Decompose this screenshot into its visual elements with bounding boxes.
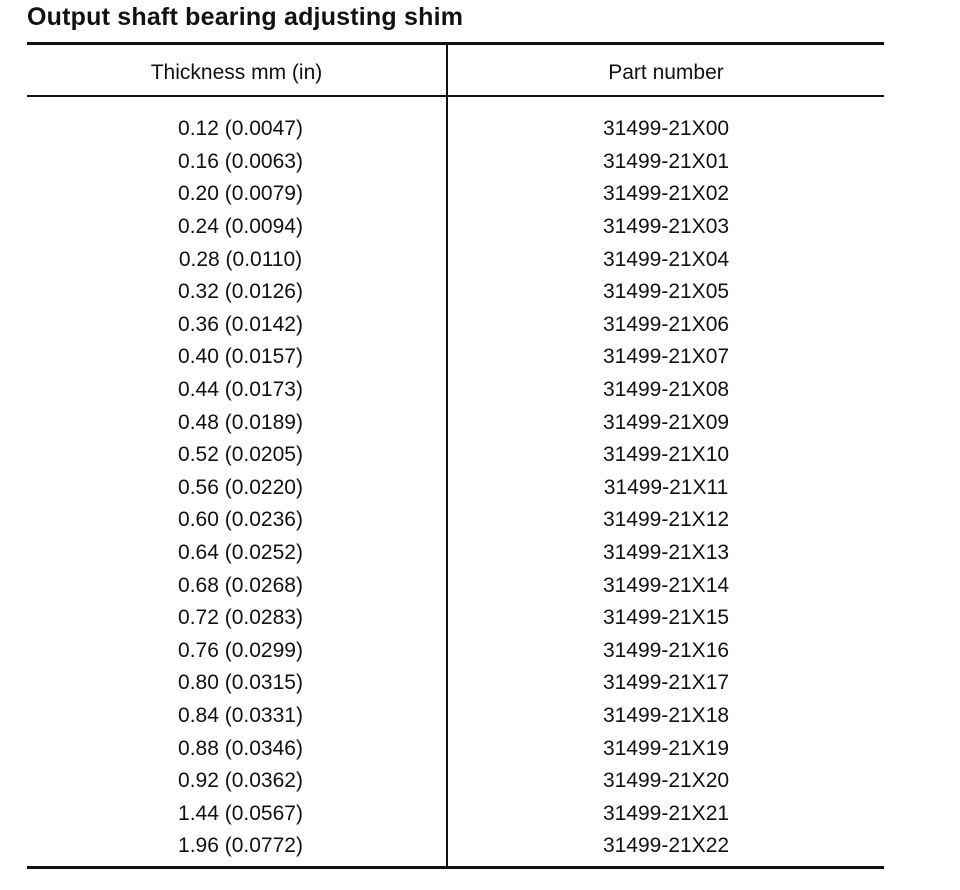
- table-row: [27, 276, 884, 309]
- part-number-cell: 31499-21X01: [602, 149, 730, 173]
- thickness-cell: 0.28 (0.0110): [178, 247, 303, 271]
- table-row: [27, 732, 884, 765]
- part-number-cell: 31499-21X09: [602, 410, 730, 434]
- part-number-cell: 31499-21X22: [602, 834, 730, 858]
- table-row: [27, 439, 884, 472]
- column-header-part-number: Part number: [608, 61, 724, 84]
- table-row: [27, 504, 884, 537]
- table-row: [27, 309, 884, 342]
- table-row: [27, 569, 884, 602]
- table-row: [27, 406, 884, 439]
- table-row: [27, 113, 884, 146]
- part-number-cell: 31499-21X19: [602, 736, 730, 760]
- thickness-cell: 0.56 (0.0220): [178, 475, 303, 499]
- thickness-cell: 0.12 (0.0047): [178, 117, 303, 141]
- table-row: [27, 178, 884, 211]
- thickness-cell: 0.84 (0.0331): [178, 703, 303, 727]
- thickness-cell: 0.68 (0.0268): [178, 573, 303, 597]
- table-row: [27, 374, 884, 407]
- thickness-cell: 0.36 (0.0142): [178, 312, 303, 336]
- part-number-cell: 31499-21X20: [602, 769, 730, 793]
- table-row: [27, 700, 884, 733]
- table-row: [27, 797, 884, 830]
- table-row: [27, 472, 884, 505]
- table-row: [27, 243, 884, 276]
- thickness-cell: 0.52 (0.0205): [178, 443, 303, 467]
- header-separator-rule: [27, 95, 884, 97]
- thickness-cell: 0.32 (0.0126): [178, 280, 303, 304]
- table-row: [27, 635, 884, 668]
- part-number-cell: 31499-21X14: [602, 573, 730, 597]
- part-number-cell: 31499-21X12: [602, 508, 730, 532]
- part-number-cell: 31499-21X02: [602, 182, 730, 206]
- thickness-cell: 0.88 (0.0346): [178, 736, 303, 760]
- thickness-cell: 0.40 (0.0157): [178, 345, 303, 369]
- part-number-cell: 31499-21X03: [602, 215, 730, 239]
- part-number-cell: 31499-21X04: [602, 247, 730, 271]
- part-number-cell: 31499-21X10: [602, 443, 730, 467]
- part-number-cell: 31499-21X16: [602, 638, 730, 662]
- part-number-cell: 31499-21X11: [603, 475, 729, 499]
- part-number-cell: 31499-21X18: [602, 703, 730, 727]
- column-header-thickness: Thickness mm (in): [150, 61, 323, 84]
- part-number-cell: 31499-21X17: [602, 671, 730, 695]
- thickness-cell: 0.48 (0.0189): [178, 410, 303, 434]
- table-top-rule: [27, 42, 884, 45]
- thickness-cell: 0.76 (0.0299): [178, 638, 303, 662]
- thickness-cell: 0.44 (0.0173): [178, 378, 303, 402]
- table-row: [27, 602, 884, 635]
- table-row: [27, 667, 884, 700]
- part-number-cell: 31499-21X07: [602, 345, 730, 369]
- table-bottom-rule: [27, 866, 884, 869]
- page-title: Output shaft bearing adjusting shim: [27, 3, 464, 31]
- table-row: [27, 341, 884, 374]
- table-row: [27, 211, 884, 244]
- thickness-cell: 1.96 (0.0772): [178, 834, 303, 858]
- thickness-cell: 0.92 (0.0362): [178, 769, 303, 793]
- thickness-cell: 0.64 (0.0252): [178, 541, 303, 565]
- thickness-cell: 0.24 (0.0094): [178, 215, 303, 239]
- thickness-cell: 0.80 (0.0315): [178, 671, 303, 695]
- table-body: [27, 113, 884, 863]
- table-row: [27, 537, 884, 570]
- table-row: [27, 146, 884, 179]
- part-number-cell: 31499-21X05: [602, 280, 730, 304]
- part-number-cell: 31499-21X06: [602, 312, 730, 336]
- thickness-cell: 0.20 (0.0079): [178, 182, 303, 206]
- part-number-cell: 31499-21X13: [602, 541, 730, 565]
- table-row: [27, 830, 884, 863]
- thickness-cell: 0.16 (0.0063): [178, 149, 303, 173]
- part-number-cell: 31499-21X15: [602, 606, 730, 630]
- thickness-cell: 0.72 (0.0283): [178, 606, 303, 630]
- thickness-cell: 0.60 (0.0236): [178, 508, 303, 532]
- table-row: [27, 765, 884, 798]
- part-number-cell: 31499-21X00: [602, 117, 730, 141]
- part-number-cell: 31499-21X08: [602, 378, 730, 402]
- thickness-cell: 1.44 (0.0567): [178, 801, 303, 825]
- part-number-cell: 31499-21X21: [602, 801, 730, 825]
